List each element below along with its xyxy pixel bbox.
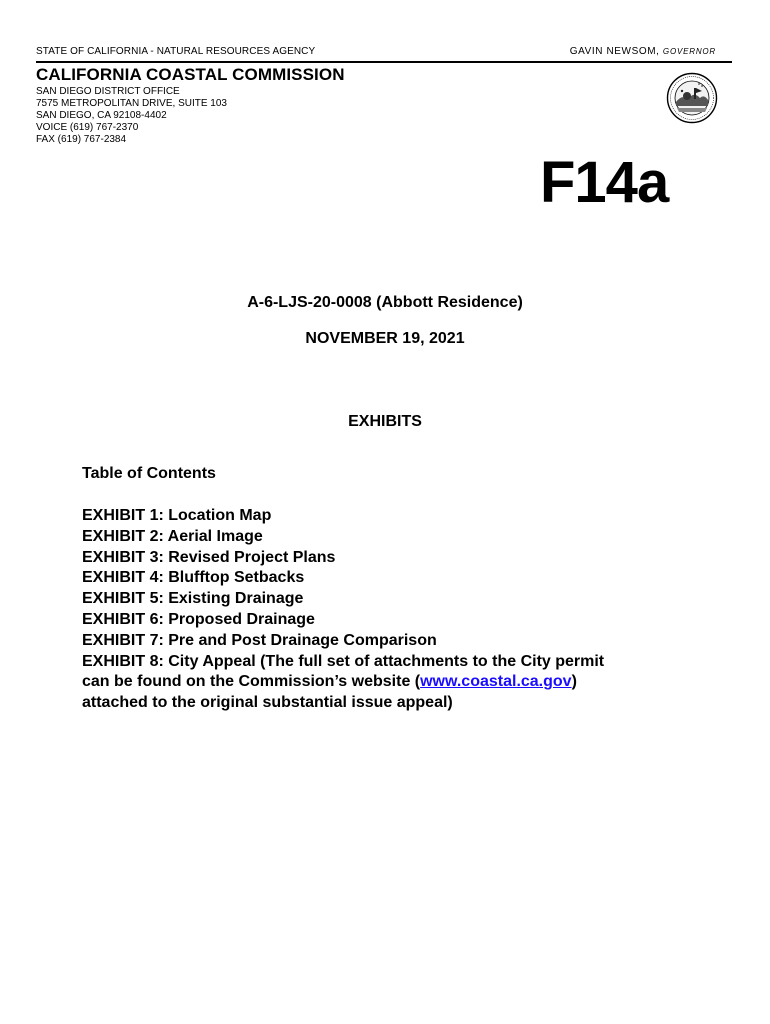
exhibit-8-text: can be found on the Commission’s website ( bbox=[82, 673, 421, 691]
exhibit-item: EXHIBIT 2: Aerial Image bbox=[82, 527, 263, 545]
commission-name: CALIFORNIA COASTAL COMMISSION bbox=[36, 65, 345, 84]
governor-name: GAVIN NEWSOM, bbox=[569, 46, 663, 57]
agenda-item-code: F14a bbox=[540, 150, 669, 215]
coastal-website-link[interactable]: www.coastal.ca.gov bbox=[420, 673, 572, 691]
exhibit-item: EXHIBIT 5: Existing Drainage bbox=[82, 590, 304, 608]
governor-line bbox=[570, 46, 716, 57]
office-address bbox=[36, 86, 227, 146]
hearing-date: NOVEMBER 19, 2021 bbox=[305, 330, 465, 347]
letterhead-rule bbox=[36, 61, 732, 63]
exhibit-8-line-2 bbox=[82, 672, 722, 693]
exhibits-heading: EXHIBITS bbox=[348, 413, 422, 430]
exhibit-item: EXHIBIT 6: Proposed Drainage bbox=[82, 610, 315, 628]
exhibit-8-line-3: attached to the original substantial issue appeal) bbox=[82, 694, 453, 712]
letterhead-topbar bbox=[36, 46, 732, 60]
address-line: 7575 METROPOLITAN DRIVE, SUITE 103 bbox=[36, 98, 227, 109]
governor-title: GOVERNOR bbox=[662, 47, 716, 56]
exhibit-item: EXHIBIT 1: Location Map bbox=[82, 507, 272, 524]
exhibit-8-line-1: EXHIBIT 8: City Appeal (The full set of attachments to the City permit bbox=[82, 652, 605, 670]
address-line: VOICE (619) 767-2370 bbox=[36, 122, 139, 133]
exhibit-item: EXHIBIT 4: Blufftop Setbacks bbox=[82, 569, 305, 587]
address-line: FAX (619) 767-2384 bbox=[36, 134, 127, 145]
case-title: A-6-LJS-20-0008 (Abbott Residence) bbox=[247, 294, 523, 311]
exhibit-item: EXHIBIT 3: Revised Project Plans bbox=[82, 548, 336, 566]
exhibit-item: EXHIBIT 7: Pre and Post Drainage Comparison bbox=[82, 631, 437, 649]
state-agency-line: STATE OF CALIFORNIA - NATURAL RESOURCES AGENCY bbox=[36, 46, 316, 57]
california-state-seal-icon bbox=[666, 72, 718, 124]
exhibit-8-text-end: ) bbox=[571, 673, 577, 691]
address-line: SAN DIEGO DISTRICT OFFICE bbox=[36, 86, 180, 97]
exhibit-item-city-appeal bbox=[82, 652, 722, 714]
exhibit-list bbox=[82, 506, 722, 714]
toc-heading: Table of Contents bbox=[82, 465, 216, 482]
address-line: SAN DIEGO, CA 92108-4402 bbox=[36, 110, 167, 121]
